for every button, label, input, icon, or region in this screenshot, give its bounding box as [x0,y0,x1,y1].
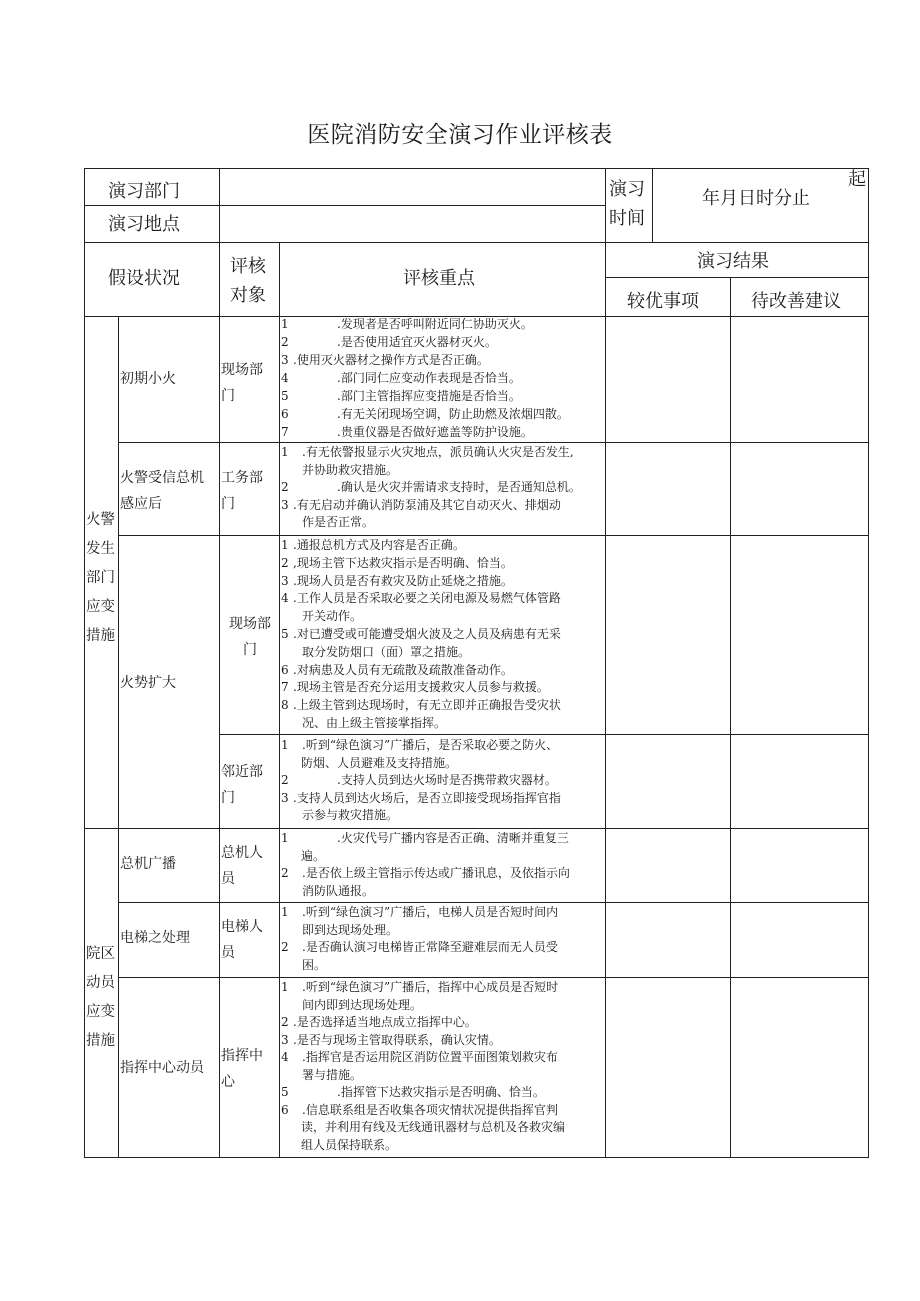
item-text: 防烟、人员避难及支持措施。 [301,755,458,770]
item-text: .部门主管指挥应变措施是否恰当。 [337,389,521,403]
item-number: 6 [281,1102,289,1117]
item-number: 2 [281,335,289,349]
evaluation-item [302,809,398,821]
group-label-line: 应变 [86,1004,115,1020]
scenario-elevator: 电梯之处理 [120,930,190,946]
rule [84,168,869,169]
evaluation-item [281,941,558,953]
rule [118,977,869,978]
item-text: .指挥官是否运用院区消防位置平面图策划救灾布 [302,1050,558,1064]
evaluation-focus-list [281,979,606,1157]
scenario-line: 感应后 [120,496,162,512]
item-text: .支持人员到达火场后，是否立即接受现场指挥官指 [293,790,561,805]
item-number: 4 [281,591,289,606]
evaluation-item [302,717,446,729]
item-text: 开关动作。 [302,609,363,624]
rule [84,168,85,1158]
result-header: 演习结果 [697,251,769,272]
scenario-command-center: 指挥中心动员 [120,1060,204,1076]
rule [84,205,605,206]
target-site-dept [226,611,274,663]
group-label-line: 火警 [86,512,115,528]
target-line: 电梯人 [221,919,263,935]
time-label: 时间 [609,208,645,229]
item-text: .有无关闭现场空调，防止助燃及浓烟四散。 [337,407,569,421]
evaluation-item [302,516,374,528]
evaluation-item [302,999,422,1011]
evaluation-item [281,1034,501,1046]
item-number: 6 [281,662,289,677]
item-text: .部门同仁应变动作表现是否恰当。 [337,371,521,385]
item-number: 1 [281,738,289,752]
item-number: 4 [281,371,289,385]
evaluation-item [281,774,557,786]
evaluation-item [281,1016,477,1028]
group-label-hospital-wide [86,940,118,1056]
item-text: .指挥管下达救灾指示是否明确、恰当。 [337,1085,545,1099]
item-number: 3 [281,573,289,588]
item-text: .使用灭火器材之操作方式是否正确。 [293,353,489,367]
evaluation-item [281,1104,558,1116]
target-line: 门 [221,496,235,512]
item-text: .贵重仪器是否做好遮盖等防护设施。 [337,425,533,439]
item-text: 署与措施。 [302,1067,363,1082]
item-number: 3 [281,790,289,805]
target-header: 评核 [230,256,266,277]
rule [84,316,869,317]
evaluation-item [302,464,398,476]
item-text: .有无启动并确认消防泵浦及其它自动灭火、排烟动 [293,497,561,512]
evaluation-focus-list [281,318,606,442]
item-text: 消防队通报。 [302,883,375,898]
item-text: 遍。 [301,848,326,863]
item-text: .上级主管到达现场时，有无立即并正确报告受灾状 [293,698,561,713]
item-text: .听到“绿色演习”广播后，是否采取必要之防火、 [302,738,559,752]
evaluation-item [302,924,398,936]
rule [118,316,119,1158]
item-number: 7 [281,680,289,695]
group-label-line: 部门 [86,570,115,586]
good-points-header: 较优事项 [627,291,699,312]
item-text: 即到达现场处理。 [302,922,399,937]
document-title: 医院消防安全演习作业评核表 [307,122,613,148]
rule [219,734,869,735]
item-text: .现场主管是否充分运用支援救灾人员参与救援。 [293,680,549,695]
rule [118,535,869,536]
item-text: .信息联系组是否收集各项灾情状况提供指挥官判 [302,1102,558,1117]
item-text: ,现场主管下达救灾指示是否明确、恰当。 [293,555,513,570]
target-line: 总机人 [221,845,263,861]
rule [279,242,280,1158]
evaluation-item [281,557,513,569]
rule [868,168,869,1158]
scenario-switchboard-broadcast: 总机广播 [120,856,176,872]
item-number: 2 [281,940,289,954]
item-text: 并协助救灾措施。 [302,462,399,477]
evaluation-focus-list [281,736,606,828]
item-text: .现场人员是否有救灾及防止延烧之措施。 [293,573,513,588]
evaluation-item [281,336,497,348]
item-text: .是否与现场主管取得联系，确认灾情。 [293,1032,501,1047]
item-number: 4 [281,1050,289,1064]
dept-label: 演习部门 [108,181,180,202]
item-number: 5 [281,1085,289,1099]
rule [84,242,869,243]
group-label-line: 措施 [86,1033,115,1049]
group-label-line: 措施 [86,628,115,644]
evaluation-item [281,499,561,511]
group-label-line: 动员 [86,975,115,991]
rule [219,168,220,1158]
target-neighbor-dept [221,759,263,811]
item-number: 1 [281,905,289,919]
improvement-header: 待改善建议 [751,291,841,312]
target-line: 门 [243,642,257,658]
evaluation-item [301,850,325,862]
rule [84,1157,869,1158]
evaluation-focus-list [281,904,606,977]
rule [118,902,869,903]
item-number: 2 [281,1015,289,1029]
evaluation-focus-list [281,444,606,535]
location-label: 演习地点 [108,214,180,235]
focus-header: 评核重点 [403,268,475,289]
evaluation-item [281,867,570,879]
item-text: .发现者是否呼叫附近同仁协助灭火。 [337,318,533,331]
scenario-fire-spread: 火势扩大 [120,675,176,691]
target-line: 员 [221,945,235,961]
evaluation-item [281,446,574,458]
item-number: 1 [281,831,289,845]
target-line: 现场部 [229,616,271,632]
target-switchboard-staff [221,840,263,892]
item-number: 1 [281,980,289,994]
target-line: 工务部 [221,470,263,486]
evaluation-item [281,906,558,918]
evaluation-item [281,1086,545,1098]
evaluation-item [281,1051,558,1063]
scenario-alarm-received [120,465,204,517]
item-text: .确认是火灾并需请求支持时，是否通知总机。 [337,480,581,494]
evaluation-item [281,390,521,402]
item-number: 1 [281,318,289,331]
rule [605,277,869,278]
evaluation-item [301,1121,565,1133]
evaluation-item [281,539,465,551]
time-value: 年月日时分止 [702,188,810,209]
group-label-fire-dept [86,506,118,651]
scenario-header: 假设状况 [108,268,180,289]
item-text: .是否使用适宜灭火器材灭火。 [337,335,497,349]
evaluation-item [302,646,470,658]
evaluation-item [281,739,558,751]
evaluation-item [281,681,549,693]
item-number: 8 [281,698,289,713]
target-line: 心 [221,1074,235,1090]
evaluation-item [281,354,489,366]
rule [118,442,869,443]
item-text: 困。 [302,957,327,972]
item-text: 间内即到达现场处理。 [302,997,423,1012]
item-text: .对已遭受或可能遭受烟火波及之人员及病患有无采 [293,627,561,641]
evaluation-item [281,372,521,384]
item-text: .是否确认演习电梯皆正常降至避难层而无人员受 [302,940,558,954]
evaluation-item [301,757,457,769]
item-number: 5 [281,389,289,403]
evaluation-item [281,628,561,640]
scenario-initial-fire: 初期小火 [120,371,176,387]
evaluation-item [281,832,569,844]
item-text: 取分发防烟口（面）罩之措施。 [302,644,471,659]
group-label-line: 发生 [86,541,115,557]
item-number: 2 [281,866,289,880]
item-number: 1 [281,538,289,552]
target-elevator-staff [221,914,263,966]
item-text: .有无依警报显示火灾地点，派员确认火灾是否发生, [302,445,574,459]
target-line: 员 [221,871,235,887]
item-text: 示参与救灾措施。 [302,808,399,822]
item-text: 作是否正常。 [302,515,375,529]
item-text: .听到“绿色演习”广播后，电梯人员是否短时间内 [302,905,559,919]
evaluation-item [302,959,326,971]
target-line: 现场部 [221,362,263,378]
target-engineering-dept [221,465,263,517]
evaluation-item [281,318,533,330]
item-number: 2 [281,555,289,570]
evaluation-item [302,885,374,897]
evaluation-item [281,592,561,604]
item-number: 1 [281,445,289,459]
evaluation-item [281,481,581,493]
item-text: .火灾代号广播内容是否正确、清晰并重复三 [337,831,569,845]
rule [652,168,653,242]
item-number: 3 [281,353,289,367]
item-number: 7 [281,425,289,439]
evaluation-item [302,610,362,622]
item-number: 3 [281,497,289,512]
evaluation-item [281,664,513,676]
scenario-line: 火警受信总机 [120,470,204,486]
item-number: 5 [281,627,289,641]
group-label-line: 院区 [86,946,115,962]
target-line: 门 [221,388,235,404]
evaluation-item [281,426,533,438]
item-text: .支持人员到达火场时是否携带救灾器材。 [337,773,557,787]
group-label-line: 应变 [86,599,115,615]
item-text: .通报总机方式及内容是否正确。 [293,538,465,552]
evaluation-item [281,792,561,804]
rule [730,277,731,1158]
evaluation-focus-list [281,830,606,902]
time-label: 演习 [609,179,645,200]
item-text: .工作人员是否采取必要之关闭电源及易燃气体管路 [293,591,561,606]
rule [84,828,869,829]
target-line: 邻近部 [221,764,263,780]
time-start: 起 [848,169,866,190]
item-text: 读，并利用有线及无线通讯器材与总机及各救灾编 [301,1120,566,1134]
evaluation-item [302,1069,362,1081]
evaluation-item [301,1139,397,1151]
target-header: 对象 [230,285,266,306]
item-number: 2 [281,480,289,494]
evaluation-item [281,699,561,711]
evaluation-item [281,408,569,420]
item-number: 3 [281,1032,289,1047]
item-text: .对病患及人员有无疏散及疏散准备动作。 [293,662,513,677]
target-line: 门 [221,790,235,806]
target-line: 指挥中 [221,1048,263,1064]
item-number: 6 [281,407,289,421]
target-site-dept [221,357,263,409]
item-text: .听到“绿色演习”广播后，指挥中心成员是否短时 [302,980,559,994]
item-text: 况、由上级主管接掌指挥。 [302,716,447,730]
target-command-center [221,1043,263,1095]
evaluation-focus-list [281,537,606,734]
item-text: 组人员保持联系。 [301,1137,398,1152]
evaluation-item [281,575,513,587]
item-text: .是否选择适当地点成立指挥中心。 [293,1015,477,1029]
item-number: 2 [281,773,289,787]
evaluation-item [281,981,558,993]
item-text: .是否依上级主管指示传达或广播讯息，及依指示向 [302,866,570,880]
